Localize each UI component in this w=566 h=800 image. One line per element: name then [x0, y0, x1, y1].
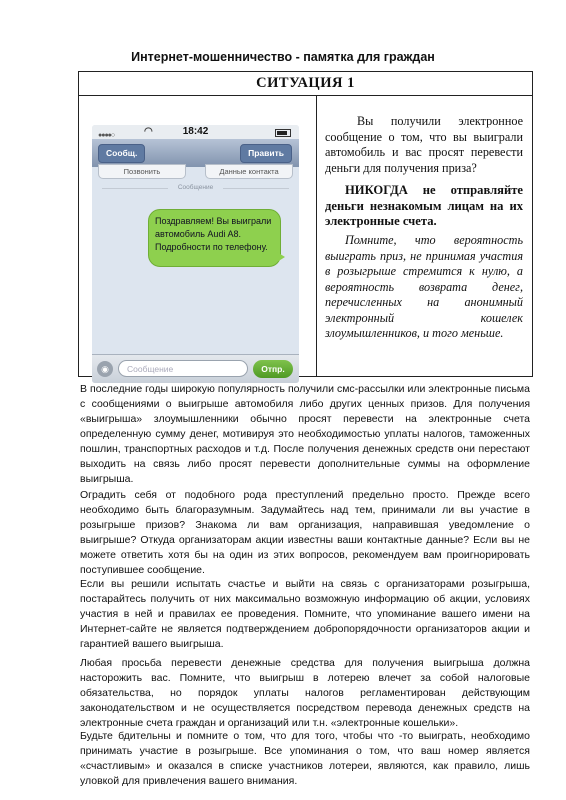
wifi-icon: ◠ — [144, 126, 153, 137]
paragraph: Оградить себя от подобного рода преступлений предельно просто. Прежде всего необходимо быть благоразумным. Задумайтесь над тем, принимали ли вы участие в розыгрыше призов? Знакома ли вам организация, направившая уведомление о выигрыше? Откуда организаторам акции известны ваши контактные данные? Если вы не можете ответить хотя бы на один из этих вопросов, рекомендуем вам проигнорировать поступившее сообщение. — [80, 489, 530, 576]
phone-screenshot — [92, 125, 299, 383]
status-bar — [92, 125, 299, 139]
signal-icon: ●●●●○ — [98, 132, 115, 139]
paragraph: В последние годы широкую популярность получили смс-рассылки или электронные письма с сообщениями о выигрыше автомобиля либо других ценных призов. Для получения «выигрыша» злоумышленники обычно просят перевести на электронные счета определенную сумму денег, мотивируя это необходимостью уплаты налогов, таможенных пошлин, транспортных расходов и т.д. После получения денежных средств они перестают выходить на связь либо просят перевести дополнительные суммы на оформление выигрыша. — [80, 383, 530, 485]
column-divider — [316, 95, 317, 376]
edit-button[interactable]: Править — [240, 144, 292, 163]
situation-text-warning: НИКОГДА не отправляйте деньги незнакомым лицам на их электронные счета. — [325, 183, 523, 228]
situation-text-remember: Помните, что вероятность выиграть приз, не принимая участия в розыгрыше стремится к нулю, а вероятность возврата денег, перечисленных на анонимный электронный кошелек злоумышленников, и того меньше. — [325, 233, 523, 340]
situation-box — [78, 71, 533, 377]
contact-info-button[interactable]: Данные контакта — [205, 164, 293, 179]
paragraph: Будьте бдительны и помните о том, что для того, чтобы что -то выиграть, необходимо принимать участие в розыгрыше. Все упоминания о том, что ваш номер является «счастливым» и оказался в списке участников лотереи, являются, как правило, лишь уловкой для привлечения вашего внимания. — [80, 730, 530, 787]
back-button[interactable]: Сообщ. — [98, 144, 145, 163]
message-input[interactable]: Сообщение — [118, 360, 248, 377]
input-bar — [92, 354, 299, 383]
chat-area — [92, 167, 299, 355]
call-button[interactable]: Позвонить — [98, 164, 186, 179]
battery-icon — [275, 129, 291, 137]
message-bubble: Поздравляем! Вы выиграли автомобиль Audi A8. Подробности по телефону. — [148, 209, 281, 267]
situation-heading: СИТУАЦИЯ 1 — [79, 72, 532, 96]
camera-icon[interactable]: ◉ — [97, 361, 113, 377]
paragraph: Любая просьба перевести денежные средства для получения выигрыша должна насторожить вас. Помните, что выигрыш в лотерею влечет за собой налоговые обязательства, но порядок уплаты налогов регламентирован действующим законодательством и не осуществляется посредством перевода денежных средств на электронные счета граждан и организаций или т.н. «электронные кошельки». — [80, 657, 530, 729]
paragraph: Если вы решили испытать счастье и выйти на связь с организаторами розыгрыша, постарайтесь получить от них максимально возможную информацию об акции, условиях участия в ней и правилах ее проведения. Помните, что упоминание вашего имени на Интернет-сайте не является подтверждением добропорядочности организаторов акции и гарантией вашего выигрыша. — [80, 578, 530, 650]
thread-label: Сообщение — [177, 184, 214, 191]
send-button[interactable]: Отпр. — [253, 360, 293, 378]
status-time: 18:42 — [182, 126, 209, 137]
situation-text-question: Вы получили электронное сообщение о том, что вы выиграли автомобиль и вас просят перевести деньги для получения приза? — [325, 114, 523, 175]
document-title: Интернет-мошенничество - памятка для граждан — [131, 50, 435, 64]
